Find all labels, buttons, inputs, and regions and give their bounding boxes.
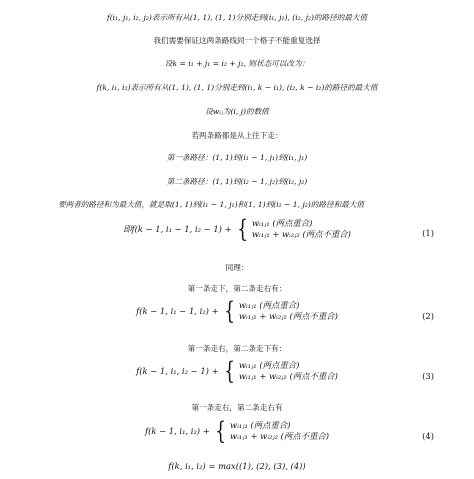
equation-3-case-2: wᵢ₁ⱼ₁ + wᵢ₂ⱼ₂ (两点不重合): [238, 371, 338, 381]
constraint-line: 我们需要保证这两条路线同一个格子不能重复选择: [153, 36, 321, 45]
weight-definition-line: 设wᵢⱼ为(i, j)的数值: [205, 107, 269, 116]
definition-line-1: f(i₁, j₁, i₂, j₂)表示所有从(1, 1), (1, 1)分别走到(i₁, j₁), (i₂, j₂)的路径的最大值: [106, 13, 368, 22]
equation-3-lhs: f(k − 1, i₁, i₂ − 1) +: [136, 366, 219, 376]
brace-icon: {: [223, 297, 235, 325]
equation-4: [0, 417, 474, 445]
case-right-down-line: 第一条走右，第二条走下有：: [187, 344, 287, 353]
equation-1-case-1: wᵢ₁ⱼ₁ (两点重合): [251, 218, 313, 228]
equation-3: [0, 357, 474, 385]
path-two-line: 第二条路径：(1, 1)到(i₂ − 1, j₂)到(i₂, j₂): [166, 177, 308, 186]
equation-2-case-2: wᵢ₁ⱼ₁ + wᵢ₂ⱼ₂ (两点不重合): [238, 311, 338, 321]
brace-icon: {: [236, 215, 248, 243]
max-sum-line: 要两者的路径和为最大值，就是取(1, 1)到(i₁ − 1, j₁)和(1, 1)到(i₂ − 1, j₂)的路径和最大值: [58, 200, 364, 209]
equation-3-tag: (3): [422, 371, 434, 381]
equation-1-case-2: wᵢ₁ⱼ₁ + wᵢ₂ⱼ₂ (两点不重合): [251, 229, 351, 239]
final-formula: f(k, i₁, i₂) = max((1), (2), (3), (4)): [168, 461, 306, 471]
equation-2-tag: (2): [422, 311, 434, 321]
case-right-right-line: 第一条走右，第二条走右有: [191, 403, 283, 412]
equation-4-tag: (4): [422, 431, 434, 441]
brace-icon: {: [215, 417, 226, 445]
equation-4-case-1: wᵢ₁ⱼ₁ (两点重合): [230, 420, 291, 430]
equation-1-tag: (1): [422, 228, 434, 238]
similarly-line: 同理：: [225, 263, 249, 272]
brace-icon: {: [223, 357, 235, 385]
equation-1: [0, 215, 474, 243]
equation-1-lhs: 即f(k − 1, i₁ − 1, i₂ − 1) +: [123, 224, 232, 234]
case-down-right-line: 第一条走下，第二条走右有：: [187, 284, 287, 293]
equation-2-lhs: f(k − 1, i₁ − 1, i₂) +: [136, 306, 219, 316]
equation-4-lhs: f(k − 1, i₁, i₂) +: [144, 426, 210, 436]
equation-2-case-1: wᵢ₁ⱼ₁ (两点重合): [238, 300, 300, 310]
definition-line-2: f(k, i₁, i₂)表示所有从(1, 1), (1, 1)分别走到(i₁, k − i₁), (i₂, k − i₂)的路径的最大值: [96, 83, 378, 92]
case-intro-line: 若两条路都是从上往下走：: [191, 131, 283, 140]
equation-3-case-1: wᵢ₁ⱼ₁ (两点重合): [238, 360, 300, 370]
equation-4-case-2: wᵢ₁ⱼ₁ + wᵢ₂ⱼ₂ (两点不重合): [230, 431, 330, 441]
path-one-line: 第一条路径：(1, 1)到(i₁ − 1, j₁)到(i₁, j₁): [166, 153, 308, 162]
state-substitution-line: 设k = i₁ + j₁ = i₂ + j₂, 则状态可以改为：: [164, 59, 310, 68]
equation-2: [0, 297, 474, 325]
